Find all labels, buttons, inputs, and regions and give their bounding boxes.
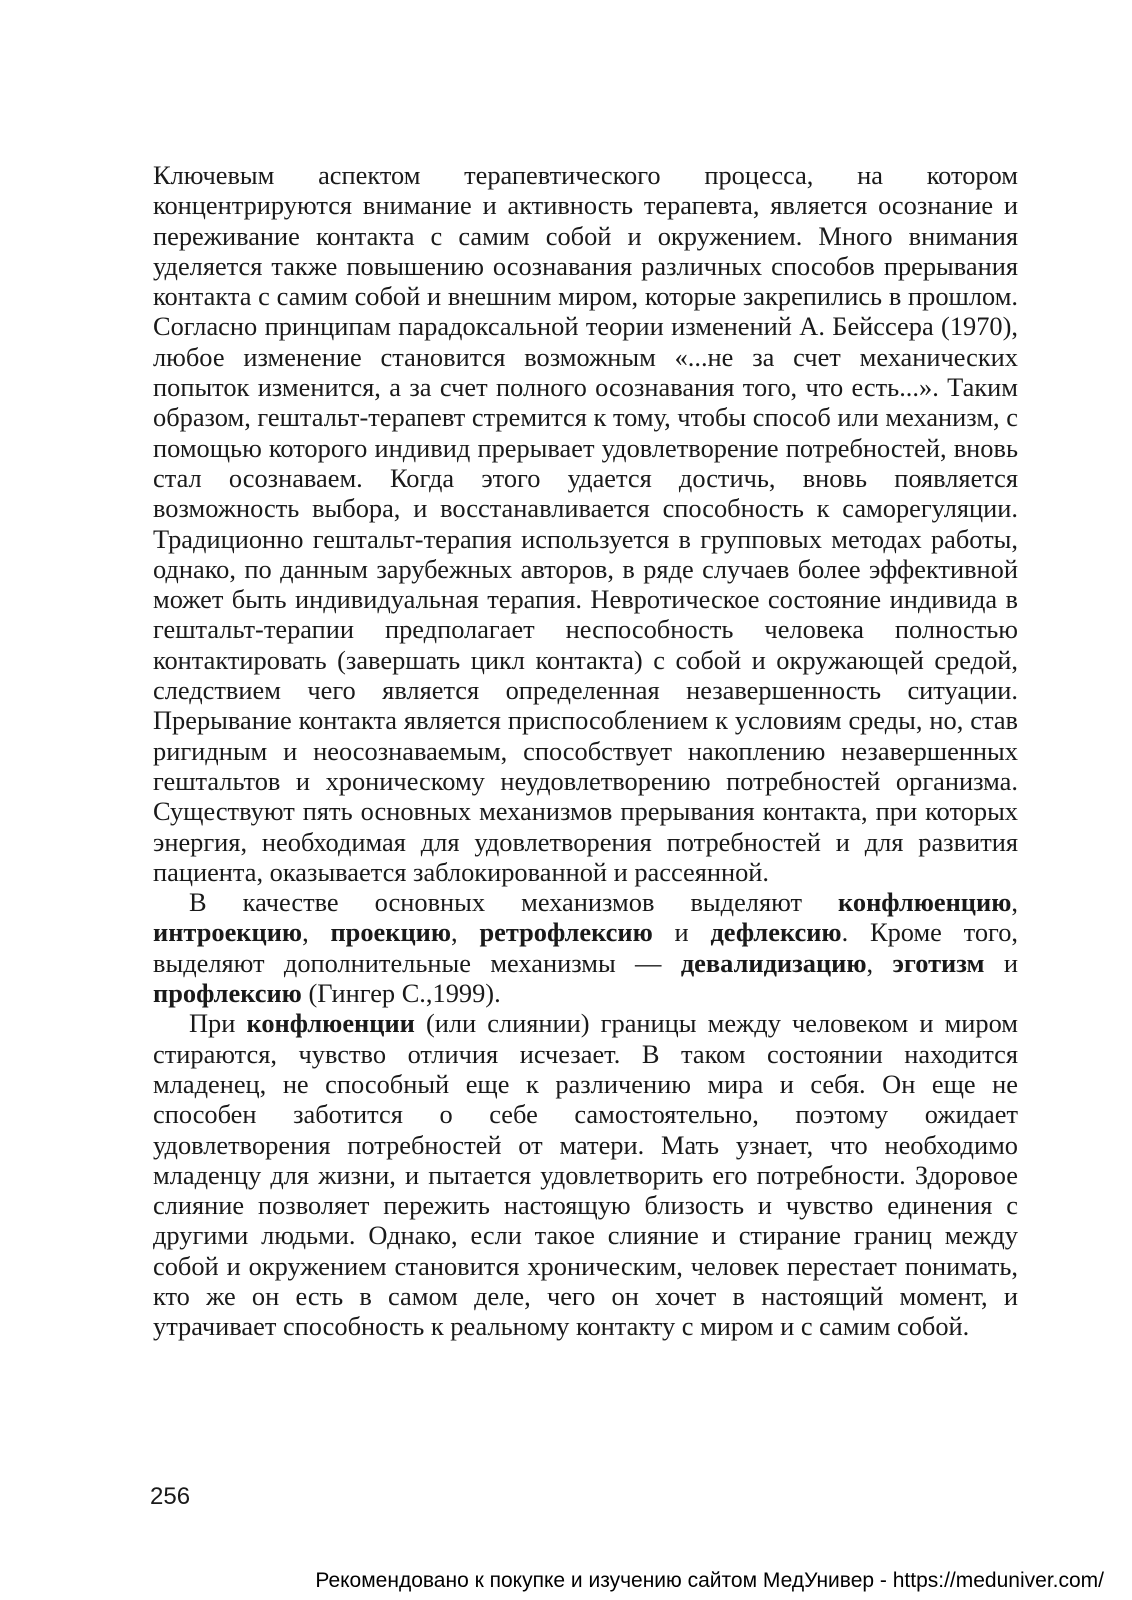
- text-run: ,: [1011, 887, 1018, 918]
- term-retroflection: ретрофлексию: [479, 917, 653, 948]
- term-projection: проекцию: [330, 917, 452, 948]
- text-run: (Гингер С.,1999).: [301, 978, 501, 1009]
- text-run: ,: [451, 917, 480, 948]
- term-introjection: интроекцию: [153, 917, 303, 948]
- text-run: и: [652, 917, 711, 948]
- text-run: и: [984, 947, 1018, 978]
- term-devalidization: девалидизацию: [680, 947, 867, 978]
- text-run: При: [189, 1008, 247, 1039]
- text-run: (или слиянии) границы между человеком и миром стираются, чувство отличия исчезает. В таком состоянии находится младенец, не способный еще к различению мира и себя. Он еще не способен заботится о себе самостоятельно, поэтому ожидает удовлетворения потребностей от матери. Мать узнает, что необходимо младенцу для жизни, и пытается удовлетворить его потребности. Здоровое слияние позволяет пережить настоящую близость и чувство единения с другими людьми. Однако, если такое слияние и стирание границ между собой и окружением становится хроническим, человек перестает понимать, кто же он есть в самом деле, чего он хочет в настоящий момент, и утрачивает способность к реальному контакту с миром и с самим собой.: [153, 1008, 1018, 1342]
- text-run: ,: [302, 917, 331, 948]
- page-number: 256: [150, 1483, 191, 1510]
- term-egotism: эготизм: [892, 947, 985, 978]
- text-run: . Кроме того, выделяют дополнительные механизмы —: [153, 917, 1018, 978]
- text-run: Ключевым аспектом терапевтического процесса, на котором концентрируются внимание и активность терапевта, является осознание и переживание контакта с самим собой и окружением. Много внимания уделяется также повышению осознавания различных способов прерывания контакта с самим собой и внешним миром, которые закрепились в прошлом. Согласно принципам парадоксальной теории изменений А. Бейссера (1970), любое изменение становится возможным «...не за счет механических попыток изменится, а за счет полного осознавания того, что есть...». Таким образом, гештальт-терапевт стремится к тому, чтобы способ или механизм, с помощью которого индивид прерывает удовлетворение потребностей, вновь стал осознаваем. Когда этого удается достичь, вновь появляется возможность выбора, и восстанавливается способность к саморегуляции. Традиционно гештальт-терапия используется в групповых методах работы, однако, по данным зарубежных авторов, в ряде случаев более эффективной может быть индивидуальная терапия. Невротическое состояние индивида в гештальт-терапии предполагает неспособность человека полностью контактировать (завершать цикл контакта) с собой и окружающей средой, следствием чего является определенная незавершенность ситуации. Прерывание контакта является приспособлением к условиям среды, но, став ригидным и неосознаваемым, способствует накоплению незавершенных гештальтов и хроническому неудовлетворению потребностей организма. Существуют пять основных механизмов прерывания контакта, при которых энергия, необходимая для удовлетворения потребностей и для развития пациента, оказывается заблокированной и рассеянной.: [153, 160, 1018, 887]
- text-run: ,: [866, 947, 893, 978]
- paragraph: [153, 887, 1018, 1008]
- page-body: [153, 160, 1018, 1342]
- paragraph: [153, 160, 1018, 887]
- text-run: В качестве основных механизмов выделяют: [189, 887, 839, 918]
- term-proflection: профлексию: [153, 978, 302, 1009]
- term-confluence: конфлюенцию: [838, 887, 1012, 918]
- footer-recommendation: Рекомендовано к покупке и изучению сайтом МедУнивер - https://meduniver.com/: [315, 1569, 1104, 1592]
- term-deflection: дефлексию: [710, 917, 842, 948]
- term-confluence: конфлюенции: [246, 1008, 415, 1039]
- paragraph: [153, 1008, 1018, 1341]
